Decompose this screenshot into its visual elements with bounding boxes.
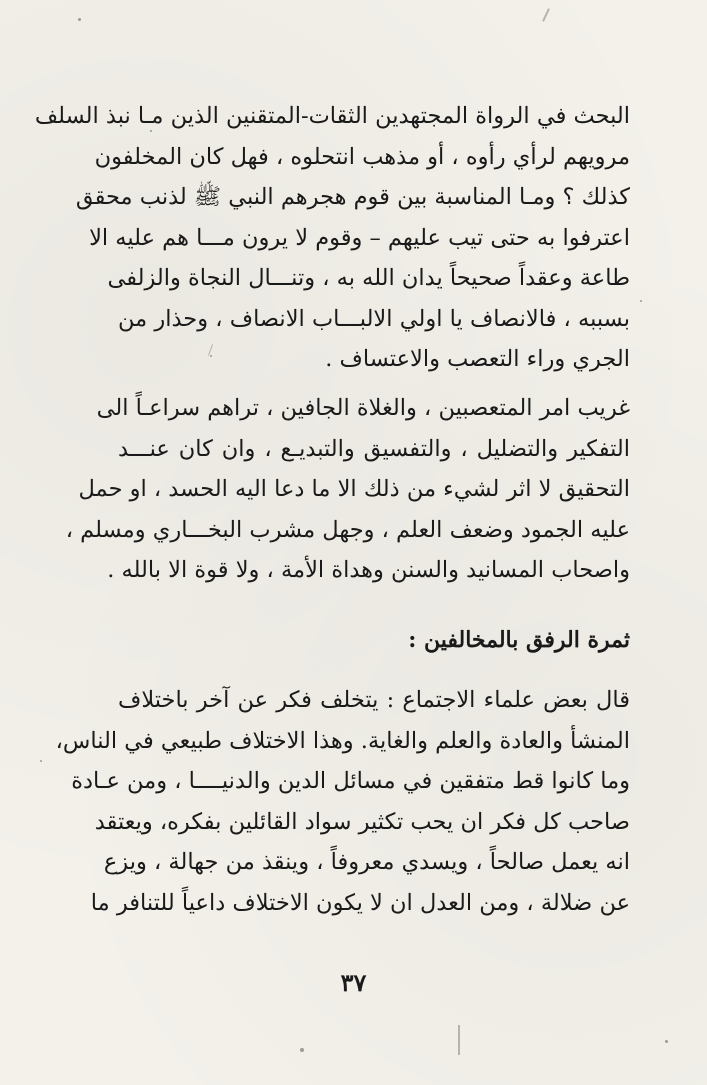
scan-speck	[78, 18, 81, 21]
text-line: كذلك ؟ ومـا المناسبة بين قوم هجرهم النبي ﷺ لذنب محقق	[75, 184, 630, 210]
scan-mark	[458, 1025, 460, 1055]
text-line: التفكير والتضليل ، والتفسيق والتبديـع ، وان كان عنـــد	[118, 435, 630, 462]
paragraph-2	[65, 388, 630, 591]
scan-mark	[542, 8, 550, 22]
text-line: البحث في الرواة المجتهدين الثقات-المتقنين الذين مـا نبذ السلف	[34, 103, 630, 129]
scan-speck	[640, 300, 642, 302]
text-line: بسببه ، فالانصاف يا اولي الالبـــاب الانصاف ، وحذار من	[118, 305, 630, 332]
text-line: عن ضلالة ، ومن العدل ان لا يكون الاختلاف داعياً للتنافر ما	[90, 889, 630, 916]
text-line: صاحب كل فكر ان يحب تكثير سواد القائلين بفكره، ويعتقد	[94, 808, 630, 835]
text-line: الجري وراء التعصب والاعتساف .	[325, 346, 630, 372]
text-line: عليه الجمود وضعف العلم ، وجهل مشرب البخـــاري ومسلم ،	[65, 516, 630, 543]
text-line: واصحاب المسانيد والسنن وهداة الأمة ، ولا قوة الا بالله .	[107, 557, 630, 583]
text-line: التحقيق لا اثر لشيء من ذلك الا ما دعا اليه الحسد ، او حمل	[78, 476, 630, 502]
text-line: قال بعض علماء الاجتماع : يتخلف فكر عن آخر باختلاف	[118, 687, 630, 713]
text-line: غريب امر المتعصبين ، والغلاة الجافين ، تراهم سراعـاً الى	[96, 395, 630, 421]
scan-speck	[300, 1048, 304, 1052]
paragraph-1	[34, 96, 630, 380]
scan-speck	[40, 760, 42, 762]
text-line: اعترفوا به حتى تيب عليهم – وقوم لا يرون مـــا هم عليه الا	[89, 224, 630, 251]
text-line: المنشأ والعادة والعلم والغاية. وهذا الاختلاف طبيعي في الناس،	[55, 727, 630, 754]
section-heading: ثمرة الرفق بالمخالفين :	[408, 627, 630, 653]
scan-speck	[665, 1040, 668, 1043]
text-line: طاعة وعقداً صحيحاً يدان الله به ، وتنـــال النجاة والزلفى	[107, 265, 630, 291]
page-number: ٣٧	[340, 968, 367, 997]
text-line: وما كانوا قط متفقين في مسائل الدين والدنيــــا ، ومن عـادة	[71, 768, 630, 794]
text-line: مرويهم لرأي رأوه ، أو مذهب انتحلوه ، فهل كان المخلفون	[94, 143, 630, 170]
text-line: انه يعمل صالحاً ، ويسدي معروفاً ، وينقذ من جهالة ، ويزع	[103, 849, 630, 875]
paragraph-3	[55, 680, 630, 923]
